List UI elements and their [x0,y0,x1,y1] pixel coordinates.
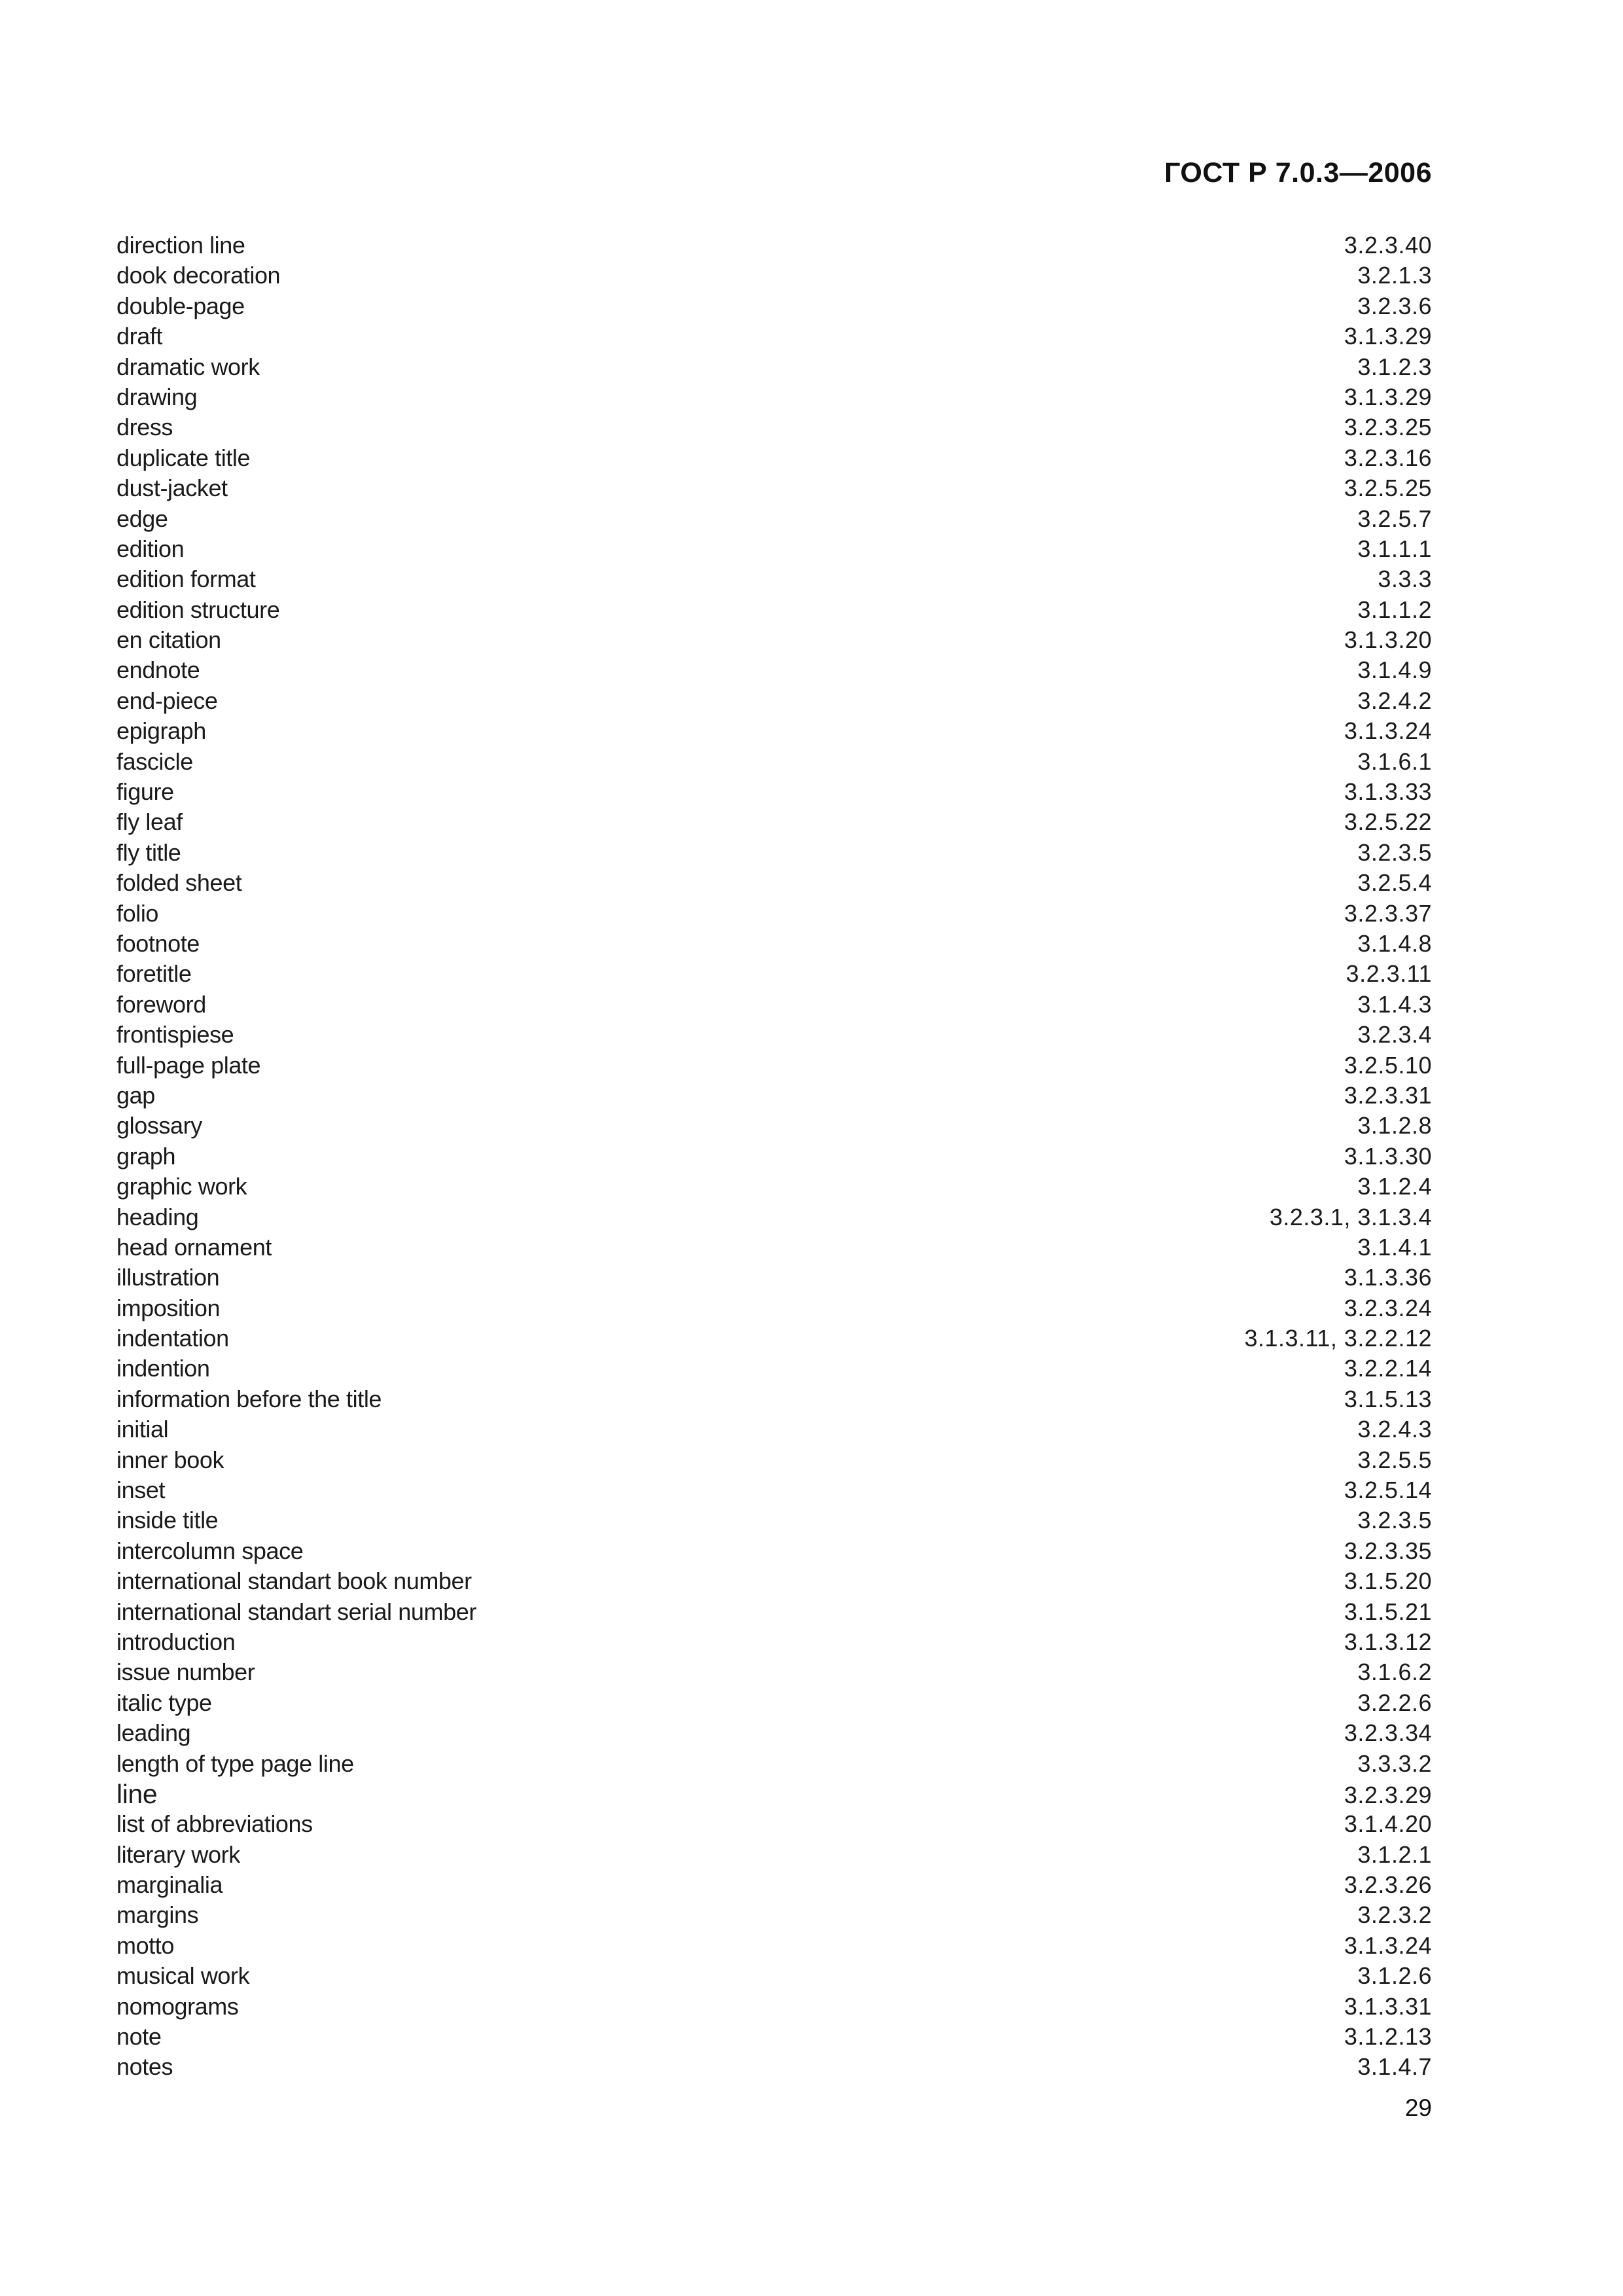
index-reference: 3.2.5.22 [1344,808,1432,836]
index-entry-row [116,230,1432,260]
index-entry-row [116,1840,1432,1870]
index-entry-row [116,1445,1432,1475]
index-entry-row [116,1718,1432,1748]
index-term: folio [116,899,159,927]
index-entry-row [116,1081,1432,1111]
index-entry-row [116,807,1432,837]
index-reference: 3.2.3.24 [1344,1294,1432,1321]
index-entry-row [116,260,1432,291]
index-reference: 3.1.3.24 [1344,1931,1432,1959]
index-term: folded sheet [116,869,242,897]
index-entry-row [116,595,1432,625]
index-term: inside title [116,1507,219,1534]
index-term: length of type page line [116,1749,354,1777]
index-reference: 3.1.4.7 [1357,2053,1432,2081]
index-term: edge [116,505,168,532]
index-term: graph [116,1142,176,1170]
index-reference: 3.2.3.29 [1344,1781,1432,1808]
index-reference: 3.3.3.2 [1357,1749,1432,1777]
index-term: introduction [116,1628,236,1655]
index-term: end-piece [116,687,218,714]
index-term: en citation [116,626,221,654]
index-reference: 3.2.3.34 [1344,1719,1432,1747]
index-entry-row [116,2022,1432,2052]
index-entry-row [116,1020,1432,1050]
index-entry-row [116,959,1432,989]
index-term: foretitle [116,960,192,988]
index-term: inset [116,1477,166,1504]
index-entry-row [116,1263,1432,1293]
index-reference: 3.1.2.6 [1357,1962,1432,1990]
index-term: foreword [116,990,206,1018]
index-term: inner book [116,1446,224,1473]
index-reference: 3.2.4.2 [1357,687,1432,714]
index-entry-row [116,352,1432,382]
index-reference: 3.2.3.16 [1344,444,1432,471]
index-reference: 3.1.4.20 [1344,1810,1432,1838]
index-term: heading [116,1203,199,1230]
index-term: dress [116,414,173,441]
index-entry-row [116,382,1432,412]
index-term: double-page [116,292,245,319]
index-term: margins [116,1901,199,1929]
index-term: note [116,2023,162,2051]
index-term: direction line [116,232,245,259]
index-reference: 3.2.3.2 [1357,1901,1432,1929]
index-entry-row [116,1354,1432,1384]
index-entry-row [116,1141,1432,1172]
index-term: issue number [116,1659,255,1686]
index-reference: 3.1.3.20 [1344,626,1432,654]
index-reference: 3.1.4.1 [1357,1233,1432,1261]
index-reference: 3.2.5.4 [1357,869,1432,897]
index-term: draft [116,323,163,350]
index-reference: 3.2.3.40 [1344,232,1432,259]
index-reference: 3.2.2.6 [1357,1689,1432,1716]
index-term: frontispiese [116,1021,234,1049]
index-reference: 3.1.2.8 [1357,1112,1432,1139]
index-reference: 3.2.3.31 [1344,1081,1432,1109]
index-entry-row [116,443,1432,473]
index-term: motto [116,1931,175,1959]
index-reference: 3.2.3.35 [1344,1537,1432,1564]
index-reference: 3.2.3.5 [1357,838,1432,866]
index-reference: 3.3.3 [1378,565,1432,593]
index-entry-row [116,1505,1432,1535]
index-reference: 3.2.5.7 [1357,505,1432,532]
index-term: drawing [116,383,198,410]
index-reference: 3.2.5.25 [1344,475,1432,502]
index-entry-row [116,473,1432,503]
index-entry-row [116,504,1432,534]
index-reference: 3.1.3.36 [1344,1264,1432,1291]
index-term: fly title [116,838,181,866]
index-term: list of abbreviations [116,1810,313,1838]
index-reference: 3.1.3.24 [1344,717,1432,745]
index-term: musical work [116,1962,250,1990]
index-entry-row [116,1323,1432,1354]
index-entry-row [116,686,1432,716]
index-reference: 3.1.3.29 [1344,323,1432,350]
index-term: intercolumn space [116,1537,304,1564]
index-term: imposition [116,1294,221,1321]
index-entry-row [116,1900,1432,1930]
index-reference: 3.1.4.8 [1357,929,1432,957]
index-reference: 3.2.3.37 [1344,899,1432,927]
index-term: illustration [116,1264,220,1291]
index-term: full-page plate [116,1051,261,1079]
index-term: initial [116,1416,169,1443]
index-reference: 3.2.3.11 [1346,960,1432,988]
index-reference: 3.2.5.5 [1357,1446,1432,1473]
index-reference: 3.2.3.6 [1357,292,1432,319]
index-entry-row [116,1384,1432,1414]
index-term: international standart book number [116,1568,472,1595]
index-term: epigraph [116,717,206,745]
index-reference: 3.1.2.1 [1357,1840,1432,1868]
index-entry-row [116,1809,1432,1839]
index-reference: 3.1.2.3 [1357,353,1432,380]
index-term: fascicle [116,747,193,775]
index-entry-row [116,1475,1432,1505]
index-reference: 3.1.3.11, 3.2.2.12 [1244,1325,1432,1352]
index-term: leading [116,1719,191,1747]
index-term: head ornament [116,1233,272,1261]
index-entry-row [116,534,1432,564]
index-term: international standart serial number [116,1598,476,1625]
index-term: footnote [116,929,200,957]
index-entry-row [116,1779,1432,1809]
index-entry-row [116,1931,1432,1961]
page-number: 29 [1404,2094,1432,2121]
index-reference: 3.1.6.2 [1357,1659,1432,1686]
index-term: dust-jacket [116,475,228,502]
index-term: nomograms [116,1992,239,2020]
index-reference: 3.2.3.1, 3.1.3.4 [1269,1203,1432,1230]
index-term: edition structure [116,596,280,623]
index-entry-row [116,1961,1432,1991]
index-term: italic type [116,1689,212,1716]
index-entry-row [116,1111,1432,1141]
index-reference: 3.1.5.13 [1344,1385,1432,1412]
index-term: notes [116,2053,173,2081]
index-reference: 3.2.3.25 [1344,414,1432,441]
index-reference: 3.2.5.14 [1344,1477,1432,1504]
index-reference: 3.1.3.12 [1344,1628,1432,1655]
index-term: indentation [116,1325,229,1352]
index-reference: 3.1.2.13 [1344,2023,1432,2051]
index-reference: 3.1.6.1 [1357,747,1432,775]
index-entry-row [116,747,1432,777]
term-index-list [116,230,1432,2083]
index-reference: 3.2.2.14 [1344,1355,1432,1382]
index-entry-row [116,655,1432,685]
index-reference: 3.1.5.21 [1344,1598,1432,1625]
index-term: indention [116,1355,210,1382]
index-reference: 3.2.5.10 [1344,1051,1432,1079]
index-reference: 3.2.3.26 [1344,1871,1432,1899]
index-entry-row [116,777,1432,807]
index-reference: 3.1.1.1 [1357,535,1432,562]
index-term: dramatic work [116,353,260,380]
index-entry-row [116,868,1432,898]
index-entry-row [116,929,1432,959]
index-entry-row [116,1232,1432,1263]
index-entry-row [116,1566,1432,1596]
index-term: graphic work [116,1173,247,1200]
index-entry-row [116,321,1432,351]
index-reference: 3.2.3.5 [1357,1507,1432,1534]
index-reference: 3.1.3.30 [1344,1142,1432,1170]
index-entry-row [116,1414,1432,1444]
index-term: edition format [116,565,256,593]
index-term: line [116,1778,158,1809]
index-entry-row [116,564,1432,594]
index-entry-row [116,1293,1432,1323]
index-reference: 3.1.4.9 [1357,656,1432,684]
index-term: duplicate title [116,444,251,471]
index-entry-row [116,1202,1432,1232]
page-header-standard-number: ГОСТ Р 7.0.3—2006 [1164,157,1432,188]
index-entry-row [116,1172,1432,1202]
index-reference: 3.1.5.20 [1344,1568,1432,1595]
index-term: information before the title [116,1385,382,1412]
index-entry-row [116,1627,1432,1657]
index-reference: 3.1.3.29 [1344,383,1432,410]
index-term: literary work [116,1840,240,1868]
index-term: fly leaf [116,808,183,836]
index-entry-row [116,1536,1432,1566]
index-entry-row [116,1597,1432,1627]
index-entry-row [116,716,1432,746]
index-entry-row [116,1870,1432,1900]
index-reference: 3.2.1.3 [1357,262,1432,289]
index-term: gap [116,1081,155,1109]
index-entry-row [116,1749,1432,1779]
index-entry-row [116,990,1432,1020]
index-term: marginalia [116,1871,223,1899]
index-reference: 3.1.1.2 [1357,596,1432,623]
index-entry-row [116,1657,1432,1687]
index-entry-row [116,625,1432,655]
index-entry-row [116,1992,1432,2022]
index-reference: 3.1.4.3 [1357,990,1432,1018]
index-term: edition [116,535,185,562]
index-entry-row [116,838,1432,868]
index-entry-row [116,899,1432,929]
index-reference: 3.1.3.33 [1344,778,1432,806]
index-reference: 3.1.3.31 [1344,1992,1432,2020]
index-entry-row [116,291,1432,321]
index-entry-row [116,2052,1432,2082]
index-entry-row [116,1688,1432,1718]
index-entry-row [116,1050,1432,1081]
index-reference: 3.1.2.4 [1357,1173,1432,1200]
index-entry-row [116,412,1432,442]
index-term: endnote [116,656,200,684]
index-term: glossary [116,1112,202,1139]
index-reference: 3.2.4.3 [1357,1416,1432,1443]
index-term: figure [116,778,174,806]
index-reference: 3.2.3.4 [1357,1021,1432,1049]
index-term: dook decoration [116,262,281,289]
